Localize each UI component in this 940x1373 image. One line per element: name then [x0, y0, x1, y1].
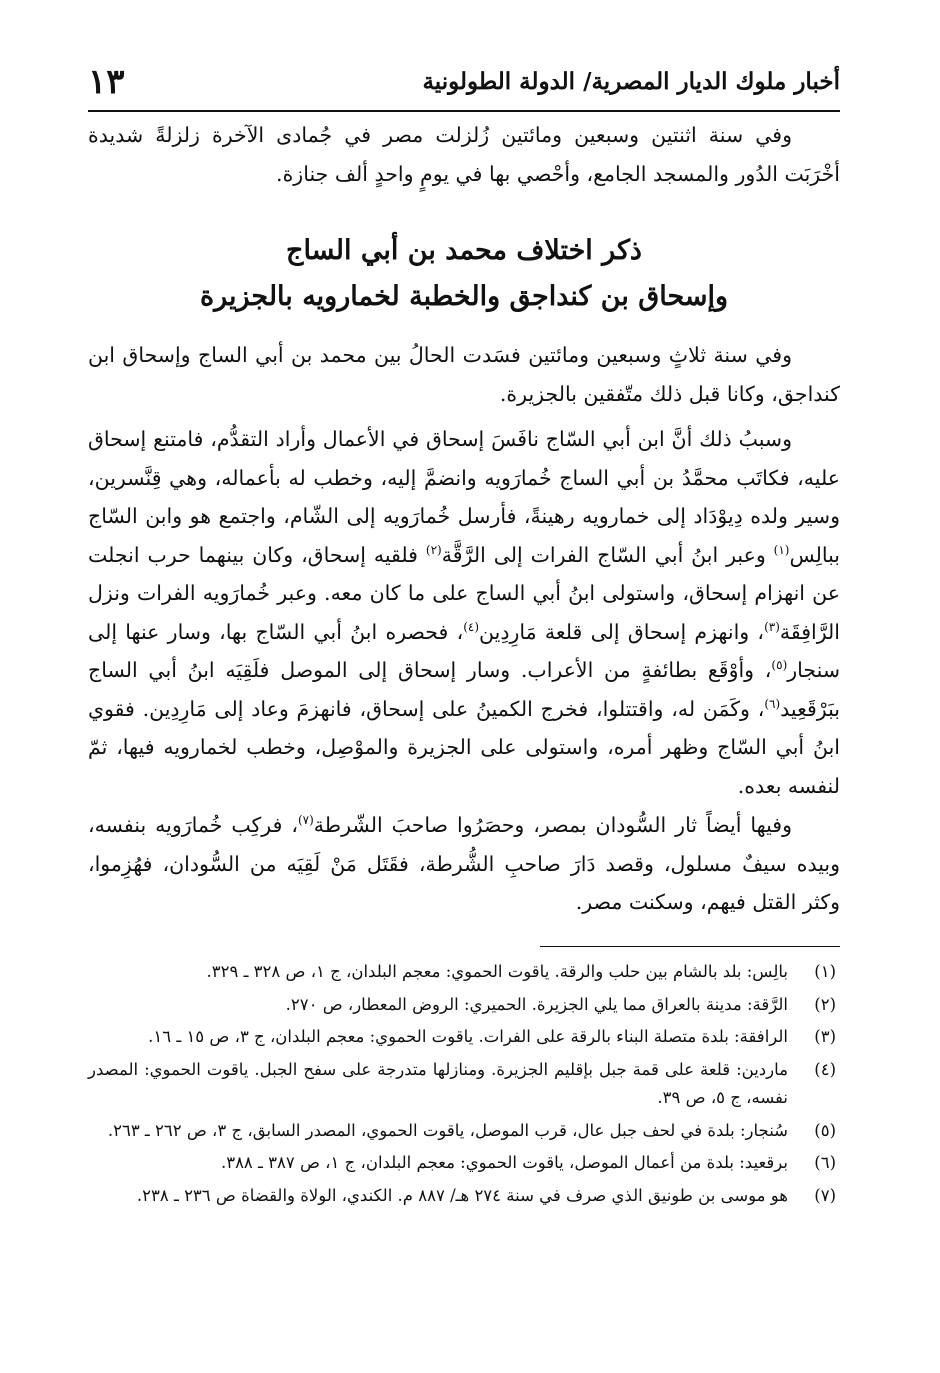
footnote-text: سُنجار: بلدة في لحف جبل عال، قرب الموصل، ياقوت الحموي، المصدر السابق، ج ٣، ص ٢٦٢ ـ ٢٦٣.	[107, 1120, 788, 1140]
footnote-3	[88, 1023, 836, 1052]
footnote-text: بالِس: بلد بالشام بين حلب والرقة. ياقوت الحموي: معجم البلدان، ج ١، ص ٣٢٨ ـ ٣٢٩.	[206, 962, 788, 981]
text-run: وفيها أيضاً ثار السُّودان بمصر، وحصَرُوا صاحبَ الشّرطة	[313, 813, 792, 837]
section-heading	[88, 228, 840, 320]
footnote-rule	[540, 946, 840, 947]
footnote-number: (٦)	[814, 1153, 836, 1172]
paragraph-text: وفي سنة اثنتين وسبعين ومائتين زُلزلت مصر في جُمادى الآخرة زلزلةً شديدة أخْرَبَت الدُور والمسجد الجامع، وأحْصي بها في يومٍ واحدٍ ألف جنازة.	[88, 123, 840, 186]
text-run: ، وكَمَن له، واقتتلوا، فخرج الكمينُ على إسحاق، فانهزمَ وعاد إلى مَارِدِين. فقوي ابنُ أبي السّاج وظهر أمره، واستولى على الجزيرة والموْصِل، وخطب لخمارويه فيها، ثمّ لنفسه بعده.	[88, 696, 840, 798]
footnote-ref-1[interactable]: (١)	[773, 542, 790, 557]
footnotes	[88, 958, 836, 1214]
footnote-text: الرافقة: بلدة متصلة البناء بالرقة على الفرات. ياقوت الحموي: معجم البلدان، ج ٣، ص ١٥ ـ ١٦.	[148, 1027, 788, 1046]
footnote-text: برقعيد: بلدة من أعمال الموصل، ياقوت الحموي: معجم البلدان، ج ١، ص ٣٨٧ ـ ٣٨٨.	[220, 1153, 788, 1172]
paragraph-cause	[88, 420, 840, 805]
footnote-number: (٣)	[814, 1027, 836, 1046]
footnote-number: (٥)	[814, 1120, 836, 1140]
footnote-ref-4[interactable]: (٤)	[463, 619, 480, 634]
footnote-7	[88, 1182, 836, 1211]
text-run: ، فحصره ابنُ أبي السّاج بها، وسار عنها إلى سنجار	[88, 619, 840, 682]
paragraph-text: وفي سنة ثلاثٍ وسبعين ومائتين فسَدت الحالُ بين محمد بن أبي الساج وإسحاق ابن كنداجق، وكانا قبل ذلك متّفقين بالجزيرة.	[88, 343, 840, 406]
paragraph-dispute	[88, 336, 840, 413]
footnote-text: هو موسى بن طونيق الذي صرف في سنة ٢٧٤ هـ/ ٨٨٧ م. الكندي، الولاة والقضاة ص ٢٣٦ ـ ٢٣٨.	[136, 1185, 788, 1205]
text-run: وعبر ابنُ أبي السّاج الفرات إلى الرَّقَّة	[441, 542, 774, 567]
running-title: أخبار ملوك الديار المصرية/ الدولة الطولونية	[422, 68, 840, 95]
text-run: ، فركِب خُمارَويه بنفسه، وبيده سيفٌ مسلول، وقصد دَارَ صاحبِ الشُّرطة، فقَتَل مَنْ لَقِيَه من السُّودان، فهُزِموا، وكثر القتل فيهم، وسكنت مصر.	[88, 813, 840, 914]
section-heading-line-1: ذكر اختلاف محمد بن أبي الساج	[286, 235, 642, 266]
text-run: ، وأوْقَع بطائفةٍ من الأعراب. وسار إسحاق إلى الموصل فلَقِيَه ابنُ أبي الساج ببَرْقَعِيد	[88, 658, 840, 721]
footnote-4	[88, 1056, 836, 1113]
footnote-2	[88, 991, 836, 1020]
section-heading-line-2: وإسحاق بن كنداجق والخطبة لخمارويه بالجزيرة	[199, 281, 729, 312]
footnote-number: (٢)	[814, 994, 836, 1014]
footnote-6	[88, 1149, 836, 1178]
footnote-text: ماردين: قلعة على قمة جبل بإقليم الجزيرة. ومنازلها متدرجة على سفح الجبل. ياقوت الحموي: المصدر نفسه، ج ٥، ص ٣٩.	[88, 1059, 788, 1107]
footnote-ref-3[interactable]: (٣)	[764, 619, 780, 634]
text-run: ، وانهزم إسحاق إلى قلعة مَارِدِين	[479, 619, 765, 644]
paragraph-sudan-revolt	[88, 806, 840, 922]
paragraph-text	[88, 420, 840, 805]
header-rule	[88, 110, 840, 112]
footnote-number: (٧)	[814, 1185, 836, 1205]
footnote-1	[88, 958, 836, 987]
text-run: وسببُ ذلك أنَّ ابن أبي السّاج نافَسَ إسحاق في الأعمال وأراد التقدُّم، فامتنع إسحاق عليه، فكاتَب محمَّدُ بن أبي الساج خُمارَويه وانضمَّ إليه، وخطب له بأعماله، وهي قِنَّسرين، وسير ولده دِيوْدَاد إلى خمارويه رهينةً، فأرسل خُمارَويه إلى الشّام، واجتمع هو وابن السّاج ببالِس	[88, 427, 840, 567]
footnote-ref-7[interactable]: (٧)	[297, 813, 314, 828]
footnote-5	[88, 1117, 836, 1146]
footnote-number: (١)	[814, 962, 836, 981]
paragraph-earthquake	[88, 116, 840, 193]
footnote-text: الرَّقة: مدينة بالعراق مما يلي الجزيرة. الحميري: الروض المعطار، ص ٢٧٠.	[285, 994, 788, 1014]
paragraph-text	[88, 806, 840, 922]
footnote-number: (٤)	[814, 1059, 836, 1079]
footnote-ref-5[interactable]: (٥)	[771, 658, 788, 673]
running-head	[88, 62, 840, 110]
text-run: فلقيه إسحاق، وكان بينهما حرب انجلت عن انهزام إسحاق، واستولى ابنُ أبي الساج على ما كان معه. وعبر خُمارَويه الفرات ونزل الرَّافِقَة	[88, 542, 840, 644]
footnote-ref-6[interactable]: (٦)	[764, 696, 781, 711]
page-number: ١٣	[88, 62, 125, 102]
footnote-ref-2[interactable]: (٢)	[425, 542, 442, 557]
